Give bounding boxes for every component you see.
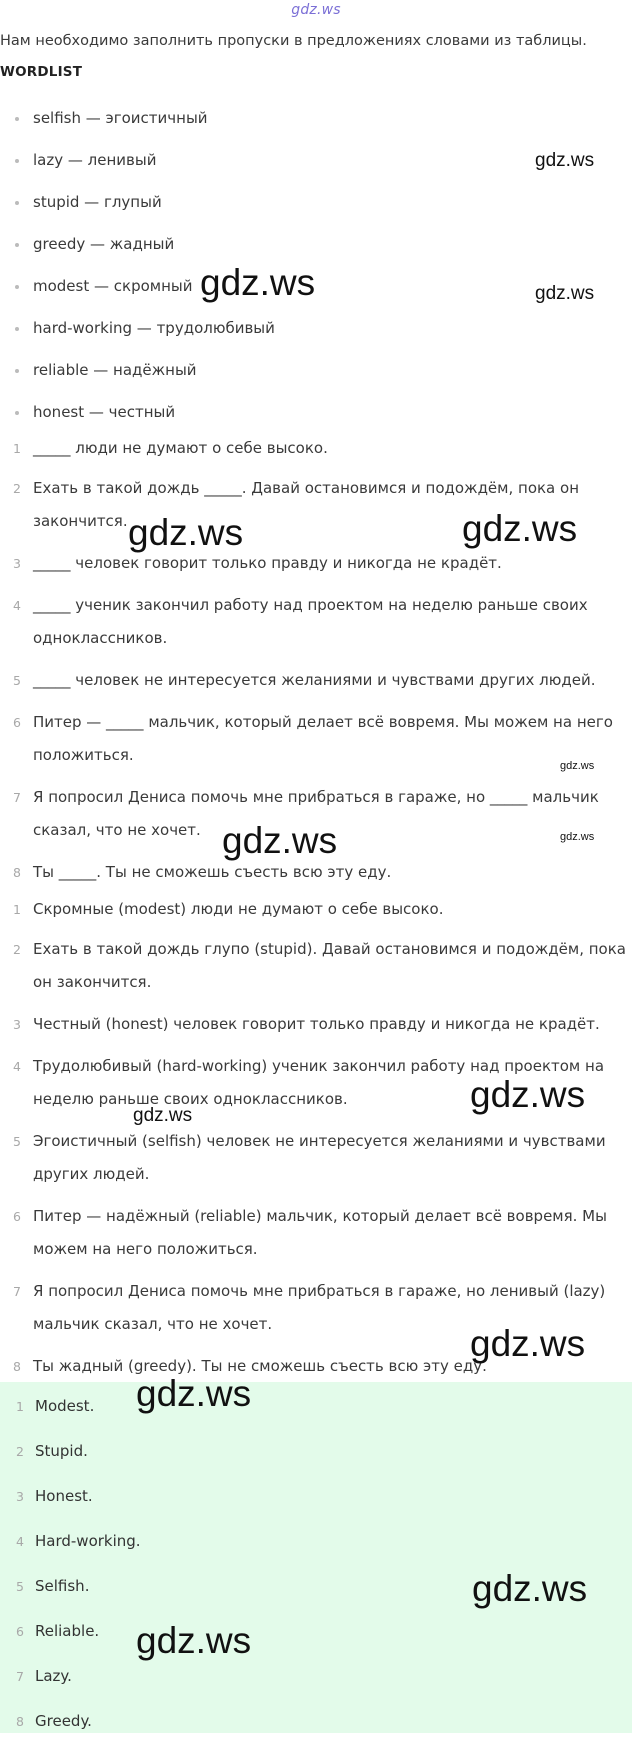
- translation-line: неделю раньше своих одноклассников.: [33, 1090, 348, 1108]
- translation-item: [0, 893, 632, 933]
- item-number: 8: [13, 1359, 21, 1374]
- exercise-line: _____ ученик закончил работу над проектом на неделю раньше своих: [33, 596, 588, 614]
- wordlist-item: honest — честный: [0, 402, 275, 444]
- item-number: 4: [13, 598, 21, 613]
- exercise-line: Я попросил Дениса помочь мне прибраться в гараже, но _____ мальчик: [33, 788, 599, 806]
- item-number: 5: [13, 1134, 21, 1149]
- item-number: 1: [13, 441, 21, 456]
- answer-text: Lazy.: [35, 1667, 72, 1685]
- translation-line: Эгоистичный (selfish) человек не интересуется желаниями и чувствами: [33, 1132, 606, 1150]
- answer-item: [0, 1699, 632, 1744]
- item-number: 5: [13, 673, 21, 688]
- item-number: 8: [16, 1714, 24, 1729]
- answer-item: [0, 1519, 632, 1564]
- watermark: gdz.ws: [222, 820, 338, 861]
- translation-line: Ехать в такой дождь глупо (stupid). Давай остановимся и подождём, пока: [33, 940, 626, 958]
- watermark: gdz.ws: [472, 1568, 588, 1609]
- item-number: 7: [13, 1284, 21, 1299]
- site-label[interactable]: gdz.ws: [291, 2, 341, 18]
- exercise-line: _____ человек не интересуется желаниями и чувствами других людей.: [33, 671, 596, 689]
- exercise-item: [0, 547, 632, 589]
- translation-list: [0, 893, 632, 1383]
- answer-item: [0, 1384, 632, 1429]
- exercise-line: _____ люди не думают о себе высоко.: [33, 439, 328, 457]
- watermark: gdz.ws: [535, 283, 595, 304]
- exercise-line: одноклассников.: [33, 629, 168, 647]
- watermark: gdz.ws: [462, 508, 578, 549]
- answer-item: [0, 1654, 632, 1699]
- exercise-line: положиться.: [33, 746, 134, 764]
- translation-item: [0, 933, 632, 1008]
- answer-item: [0, 1474, 632, 1519]
- item-number: 6: [13, 1209, 21, 1224]
- watermark: gdz.ws: [128, 512, 244, 553]
- item-number: 5: [16, 1579, 24, 1594]
- translation-item: [0, 1125, 632, 1200]
- task-intro: Нам необходимо заполнить пропуски в предложениях словами из таблицы.: [0, 33, 587, 49]
- exercise-item: [0, 432, 632, 472]
- answer-text: Stupid.: [35, 1442, 88, 1460]
- wordlist-item: reliable — надёжный: [0, 360, 275, 402]
- translation-line: Ты жадный (greedy). Ты не сможешь съесть всю эту еду.: [33, 1357, 487, 1375]
- watermark: gdz.ws: [136, 1373, 252, 1414]
- watermark: gdz.ws: [535, 150, 595, 171]
- watermark: gdz.ws: [136, 1620, 252, 1661]
- watermark: gdz.ws: [470, 1074, 586, 1115]
- exercise-line: сказал, что не хочет.: [33, 821, 201, 839]
- wordlist-item: modest — скромный: [0, 276, 275, 318]
- answer-text: Modest.: [35, 1397, 95, 1415]
- translation-line: Скромные (modest) люди не думают о себе высоко.: [33, 900, 444, 918]
- translation-line: Трудолюбивый (hard-working) ученик закончил работу над проектом на: [33, 1057, 605, 1075]
- watermark: gdz.ws: [470, 1323, 586, 1364]
- answer-text: Hard-working.: [35, 1532, 141, 1550]
- wordlist-item: lazy — ленивый: [0, 150, 275, 192]
- wordlist-item: greedy — жадный: [0, 234, 275, 276]
- item-number: 7: [16, 1669, 24, 1684]
- item-number: 3: [13, 1017, 21, 1032]
- item-number: 2: [13, 942, 21, 957]
- item-number: 8: [13, 865, 21, 880]
- translation-line: Я попросил Дениса помочь мне прибраться в гараже, но ленивый (lazy): [33, 1282, 606, 1300]
- item-number: 1: [16, 1399, 24, 1414]
- exercise-line: закончится.: [33, 512, 128, 530]
- translation-line: других людей.: [33, 1165, 150, 1183]
- exercise-item: [0, 706, 632, 781]
- wordlist-heading: WORDLIST: [0, 64, 83, 80]
- exercise-line: Ехать в такой дождь _____. Давай остановимся и подождём, пока он: [33, 479, 580, 497]
- item-number: 1: [13, 902, 21, 917]
- answer-text: Reliable.: [35, 1622, 100, 1640]
- answer-text: Selfish.: [35, 1577, 90, 1595]
- exercise-line: _____ человек говорит только правду и никогда не крадёт.: [33, 554, 502, 572]
- watermark: gdz.ws: [560, 831, 595, 843]
- item-number: 3: [13, 556, 21, 571]
- translation-line: он закончится.: [33, 973, 152, 991]
- translation-line: Питер — надёжный (reliable) мальчик, который делает всё вовремя. Мы: [33, 1207, 607, 1225]
- item-number: 6: [16, 1624, 24, 1639]
- answer-item: [0, 1609, 632, 1654]
- item-number: 6: [13, 715, 21, 730]
- answer-text: Greedy.: [35, 1712, 92, 1730]
- wordlist-item: stupid — глупый: [0, 192, 275, 234]
- item-number: 3: [16, 1489, 24, 1504]
- item-number: 2: [16, 1444, 24, 1459]
- watermark: gdz.ws: [133, 1105, 193, 1126]
- translation-line: можем на него положиться.: [33, 1240, 258, 1258]
- exercise-line: Питер — _____ мальчик, который делает всё вовремя. Мы можем на него: [33, 713, 613, 731]
- exercise-line: Ты _____. Ты не сможешь съесть всю эту еду.: [33, 863, 392, 881]
- item-number: 4: [16, 1534, 24, 1549]
- translation-item: [0, 1008, 632, 1050]
- answer-item: [0, 1429, 632, 1474]
- wordlist-item: hard-working — трудолюбивый: [0, 318, 275, 360]
- translation-line: Честный (honest) человек говорит только правду и никогда не крадёт.: [33, 1015, 600, 1033]
- exercise-item: [0, 589, 632, 664]
- watermark: gdz.ws: [560, 760, 595, 772]
- wordlist-item: selfish — эгоистичный: [0, 108, 275, 150]
- translation-item: [0, 1200, 632, 1275]
- answer-text: Honest.: [35, 1487, 93, 1505]
- item-number: 2: [13, 481, 21, 496]
- translation-line: мальчик сказал, что не хочет.: [33, 1315, 273, 1333]
- item-number: 4: [13, 1059, 21, 1074]
- answers-panel: [0, 1382, 632, 1733]
- watermark: gdz.ws: [200, 262, 316, 303]
- item-number: 7: [13, 790, 21, 805]
- exercise-item: [0, 664, 632, 706]
